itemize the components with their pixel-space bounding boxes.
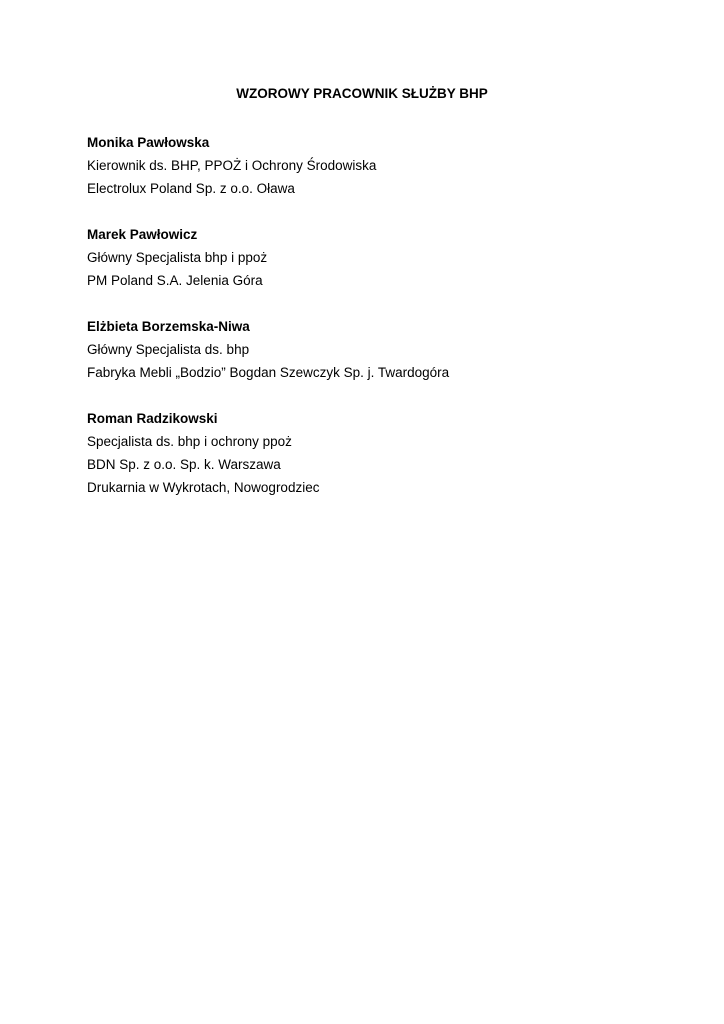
award-entry bbox=[87, 131, 687, 200]
job-title: Kierownik ds. BHP, PPOŻ i Ochrony Środowiska bbox=[87, 158, 377, 173]
job-title: Główny Specjalista bhp i ppoż bbox=[87, 250, 268, 265]
person-name: Marek Pawłowicz bbox=[87, 227, 198, 242]
award-entry bbox=[87, 407, 687, 499]
job-title: Specjalista ds. bhp i ochrony ppoż bbox=[87, 434, 292, 449]
award-entry bbox=[87, 223, 687, 292]
employer-branch: Drukarnia w Wykrotach, Nowogrodziec bbox=[87, 480, 320, 495]
document-title: WZOROWY PRACOWNIK SŁUŻBY BHP bbox=[236, 86, 488, 101]
employer: Electrolux Poland Sp. z o.o. Oława bbox=[87, 181, 295, 196]
job-title: Główny Specjalista ds. bhp bbox=[87, 342, 250, 357]
employer: Fabryka Mebli „Bodzio” Bogdan Szewczyk Sp. j. Twardogóra bbox=[87, 365, 450, 380]
person-name: Monika Pawłowska bbox=[87, 135, 210, 150]
award-entry bbox=[87, 315, 687, 384]
person-name: Elżbieta Borzemska-Niwa bbox=[87, 319, 250, 334]
award-list bbox=[87, 131, 687, 522]
person-name: Roman Radzikowski bbox=[87, 411, 218, 426]
employer: PM Poland S.A. Jelenia Góra bbox=[87, 273, 263, 288]
employer: BDN Sp. z o.o. Sp. k. Warszawa bbox=[87, 457, 281, 472]
